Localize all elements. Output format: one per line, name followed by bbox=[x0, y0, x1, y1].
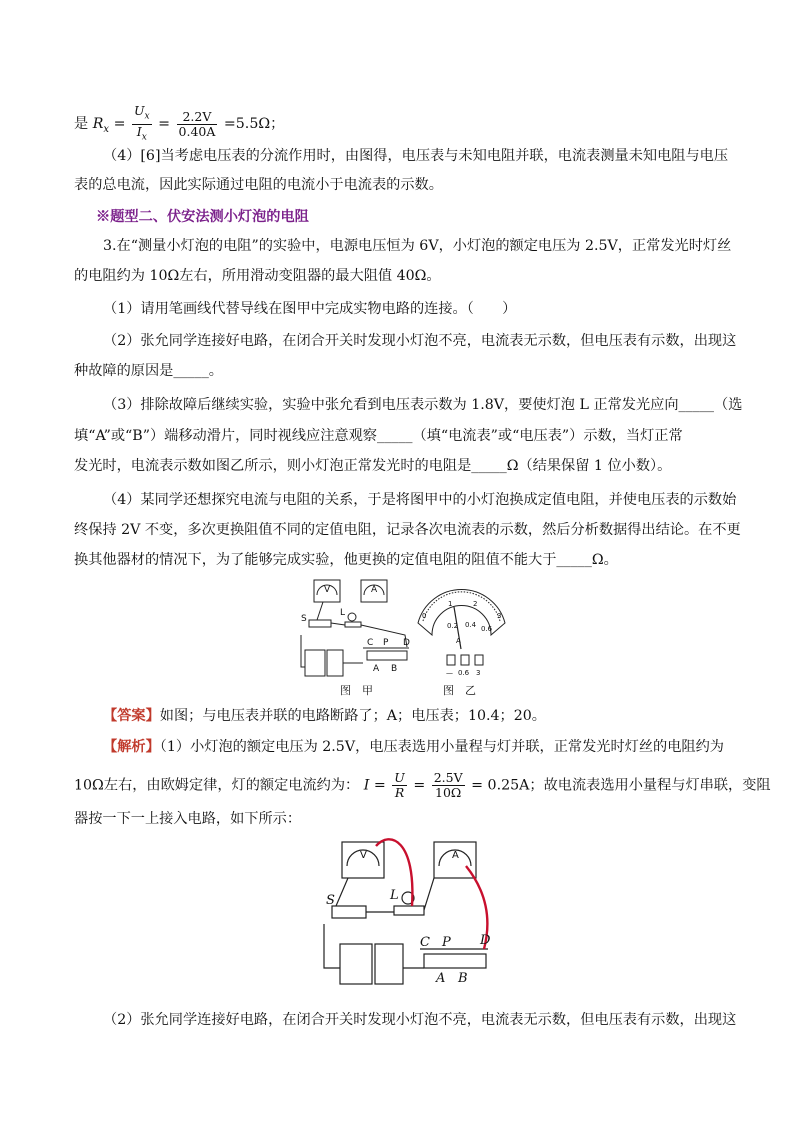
numerator-voltage: 2.2V bbox=[177, 110, 218, 125]
q3-s3-line1: （3）排除故障后继续实验，实验中张允看到电压表示数为 1.8V，要使灯泡 L 正常发光应向_____（选 bbox=[103, 397, 743, 413]
label-s: S bbox=[301, 614, 307, 624]
numerator-voltage: 2.5V bbox=[433, 770, 463, 785]
label-v: V bbox=[360, 850, 367, 861]
ix-symbol: I bbox=[136, 123, 142, 139]
rheostat-icon bbox=[367, 651, 407, 660]
analysis-line3: 器按一下一上接入电路，如下所示： bbox=[74, 811, 302, 827]
label-s: S bbox=[326, 893, 335, 908]
caption-yi: 图 乙 bbox=[443, 684, 476, 697]
u-over-r-fraction bbox=[392, 771, 407, 800]
label-l: L bbox=[340, 608, 346, 618]
wire bbox=[424, 878, 434, 910]
rx-symbol: R bbox=[92, 116, 104, 132]
answer-text: 如图；与电压表并联的电路断路了；A；电压表；10.4；20。 bbox=[159, 708, 546, 724]
terminal-icon bbox=[447, 655, 455, 665]
wire bbox=[331, 623, 345, 625]
analysis-text: （1）小灯泡的额定电压为 2.5V，电压表选用小量程与灯并联，正常发光时灯丝的电阻约为 bbox=[159, 739, 724, 755]
q3-s2-line2: 种故障的原因是_____。 bbox=[74, 363, 223, 379]
figure-completed-circuit bbox=[320, 836, 498, 988]
tick-label: 1 bbox=[448, 600, 453, 608]
equals-sign: = bbox=[113, 116, 126, 132]
analysis-text: ；故电流表选用小量程与灯串联，变阻 bbox=[529, 777, 771, 794]
p4-line2: 表的总电流，因此实际通过电阻的电流小于电流表的示数。 bbox=[74, 177, 443, 193]
tick-label: 0.6 bbox=[481, 625, 493, 633]
meter-scale bbox=[423, 592, 500, 621]
label-am: A bbox=[371, 585, 378, 595]
q3-s4-line3: 换其他器材的情况下，为了能够完成实验，他更换的定值电阻的阻值不能大于_____Ω。 bbox=[74, 552, 618, 568]
battery-icon bbox=[305, 650, 325, 676]
label-a: A bbox=[373, 664, 380, 674]
label-l: L bbox=[390, 888, 399, 903]
current-symbol: I bbox=[363, 777, 370, 794]
answer-tag: 【答案】 bbox=[103, 708, 160, 724]
q3-line1: 3.在“测量小灯泡的电阻”的实验中，电源电压恒为 6V，小灯泡的额定电压为 2.5V，正常发光时灯丝 bbox=[103, 238, 732, 254]
r-symbol: R bbox=[394, 785, 405, 800]
tick-label: 3 bbox=[497, 612, 502, 620]
figure-circuit-and-meter bbox=[295, 575, 507, 700]
q3-s4-line2: 终保持 2V 不变，多次更换阻值不同的定值电阻，记录各次电流表的示数，然后分析数据得出结论。在不更 bbox=[74, 522, 741, 538]
rx-formula-line bbox=[74, 104, 284, 144]
value-fraction bbox=[177, 110, 218, 139]
label-c: C bbox=[367, 638, 374, 648]
wire bbox=[336, 878, 348, 906]
q3-s1: （1）请用笔画线代替导线在图甲中完成实物电路的连接。（ ） bbox=[103, 301, 517, 317]
answer-line bbox=[103, 706, 546, 726]
q3-s2-line1: （2）张允同学连接好电路，在闭合开关时发现小灯泡不亮，电流表无示数，但电压表有示数，出现这 bbox=[103, 333, 737, 349]
value-fraction bbox=[432, 771, 465, 800]
label-b: B bbox=[458, 971, 468, 986]
caption-jia: 图 甲 bbox=[340, 684, 373, 697]
p4-line1: （4）[6]当考虑电压表的分流作用时，由图得，电压表与未知电阻并联，电流表测量未知电阻与电压 bbox=[103, 148, 729, 164]
ux-subscript: x bbox=[144, 111, 150, 122]
denominator-resistance: 10Ω bbox=[435, 785, 462, 800]
ux-symbol: U bbox=[133, 103, 145, 118]
q3-s3-line2: 填“A”或“B”）端移动滑片，同时视线应注意观察_____（填“电流表”或“电压表”）示数，当灯正常 bbox=[74, 428, 683, 444]
label-d: D bbox=[480, 933, 491, 948]
bulb-icon bbox=[348, 613, 356, 621]
section-title: ※题型二、伏安法测小灯泡的电阻 bbox=[96, 209, 309, 225]
q3-line2: 的电阻约为 10Ω左右，所用滑动变阻器的最大阻值 40Ω。 bbox=[74, 268, 441, 284]
text-prefix: 是 bbox=[74, 116, 89, 132]
analysis-tag: 【解析】 bbox=[103, 739, 160, 755]
terminal-label: — bbox=[446, 669, 453, 677]
label-am: A bbox=[452, 850, 459, 861]
analysis-line2 bbox=[74, 771, 771, 800]
u-symbol: U bbox=[394, 770, 405, 785]
rx-subscript: x bbox=[103, 123, 110, 135]
wire bbox=[317, 602, 323, 620]
label-p: P bbox=[383, 638, 389, 648]
switch-icon bbox=[332, 906, 366, 918]
figure-jia bbox=[301, 580, 409, 676]
ux-over-ix-fraction bbox=[132, 104, 152, 144]
result-value: =5.5Ω； bbox=[223, 116, 285, 132]
equals-sign: = bbox=[158, 116, 170, 132]
label-p: P bbox=[442, 935, 451, 950]
label-a: A bbox=[436, 971, 446, 986]
terminal-icon bbox=[475, 655, 483, 665]
label-c: C bbox=[420, 935, 430, 950]
analysis-line1 bbox=[103, 737, 724, 757]
label-d: D bbox=[403, 638, 410, 648]
wire bbox=[301, 635, 305, 667]
bulb-holder bbox=[345, 622, 361, 627]
terminal-label: 3 bbox=[476, 669, 481, 677]
tick-label: 2 bbox=[473, 600, 478, 608]
equals-sign: = bbox=[413, 777, 426, 794]
battery-icon bbox=[340, 944, 372, 984]
battery-icon bbox=[327, 650, 343, 676]
result-current: = 0.25A bbox=[471, 777, 530, 794]
battery-icon bbox=[375, 944, 403, 984]
tick-label: 0 bbox=[422, 612, 427, 620]
terminal-label: 0.6 bbox=[458, 669, 470, 677]
wire bbox=[324, 924, 340, 968]
q3-s4-line1: （4）某同学还想探究电流与电阻的关系，于是将图甲中的小灯泡换成定值电阻，并使电压表的示数始 bbox=[103, 492, 737, 508]
q3-s3-line3: 发光时，电流表示数如图乙所示，则小灯泡正常发光时的电阻是_____Ω（结果保留 1 位小数）。 bbox=[74, 458, 672, 474]
equals-sign: = bbox=[373, 777, 386, 794]
switch-icon bbox=[309, 620, 331, 627]
label-v: V bbox=[324, 585, 331, 595]
label-b: B bbox=[391, 664, 398, 674]
tick-label: 0.4 bbox=[465, 621, 477, 629]
bulb-holder bbox=[394, 906, 424, 915]
ix-subscript: x bbox=[141, 132, 147, 142]
rheostat-icon bbox=[424, 954, 486, 968]
label-meter-a: A bbox=[456, 637, 461, 645]
tick-label: 0.2 bbox=[447, 622, 459, 630]
analysis-after-line: （2）张允同学连接好电路，在闭合开关时发现小灯泡不亮，电流表无示数，但电压表有示数，出现这 bbox=[103, 1012, 737, 1028]
terminal-icon bbox=[461, 655, 469, 665]
analysis-text: 10Ω左右，由欧姆定律，灯的额定电流约为： bbox=[74, 777, 360, 794]
denominator-current: 0.40A bbox=[178, 123, 216, 139]
